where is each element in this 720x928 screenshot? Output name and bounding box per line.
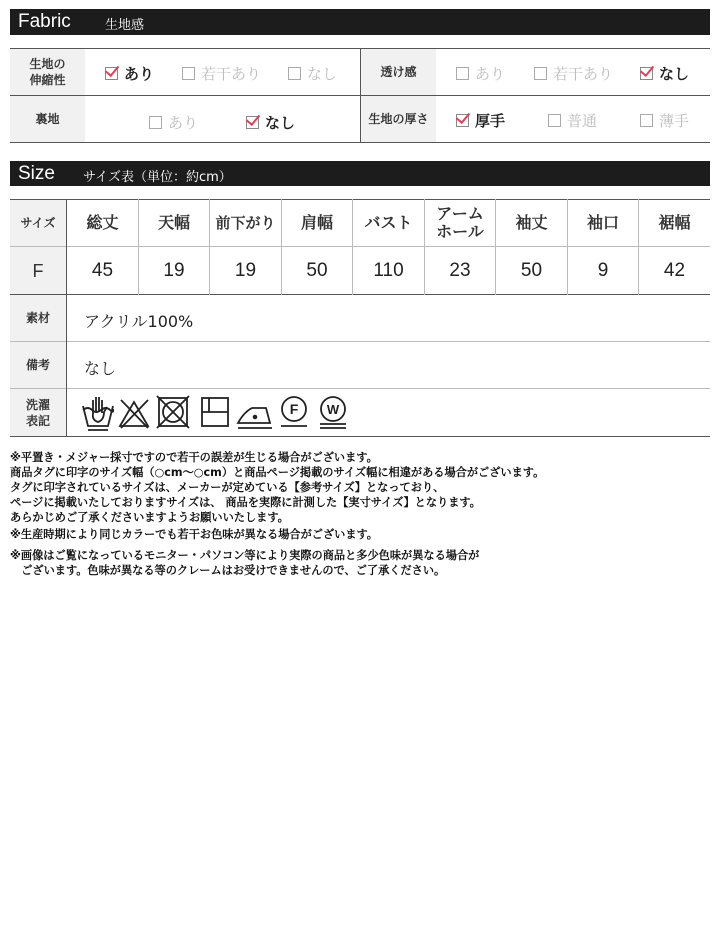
option-label: 厚手: [475, 112, 506, 130]
note-line: ございます。色味が異なる等のクレームはお受けできませんので、ご了承ください。: [10, 564, 446, 577]
note-line: ページに掲載いたしておりますサイズは、 商品を実際に計測した【実寸サイズ】となります。: [10, 496, 481, 509]
size-row-label: サイズ: [10, 200, 66, 246]
option-label: 若干あり: [201, 65, 262, 83]
care-label: 洗濯 表記: [10, 389, 66, 436]
size-value: 110: [373, 259, 404, 281]
checked-checkbox-icon: [640, 67, 653, 80]
no-tumble-dry-icon: [157, 396, 189, 428]
notes: [10, 450, 710, 578]
size-col-header: 袖丈: [515, 213, 548, 232]
thickness-option-normal[interactable]: [548, 110, 597, 131]
size-value: 19: [163, 259, 185, 281]
lining-label: 裏地: [10, 96, 85, 142]
option-label: なし: [659, 65, 690, 83]
remarks-value: なし: [84, 359, 117, 378]
size-value: 23: [449, 259, 471, 281]
remarks-label: 備考: [10, 342, 66, 388]
fabric-subtitle: 生地感: [105, 18, 145, 33]
care-icons: [80, 392, 360, 432]
size-section-header: [10, 161, 710, 186]
checkbox-icon: [534, 67, 547, 80]
note-line: ※生産時期により同じカラーでも若干お色味が異なる場合がございます。: [10, 528, 378, 541]
size-value: 19: [234, 259, 257, 281]
size-subtitle: サイズ表（単位：約cm）: [83, 170, 232, 185]
stretch-option-none[interactable]: [288, 63, 337, 84]
option-label: なし: [265, 114, 296, 132]
checkbox-icon: [288, 67, 301, 80]
checkbox-icon: [182, 67, 195, 80]
material-value: アクリル100%: [84, 312, 194, 331]
option-label: あり: [124, 65, 155, 83]
lining-option-none[interactable]: [246, 112, 295, 133]
size-value: 45: [91, 259, 114, 281]
option-label: 普通: [567, 112, 598, 130]
size-title: Size: [18, 163, 55, 184]
svg-text:F: F: [289, 401, 299, 417]
note-line: あらかじめご了承くださいますようお願いいたします。: [10, 511, 289, 524]
option-label: 若干あり: [553, 65, 614, 83]
size-value-f: F: [10, 247, 66, 294]
stretch-option-slight[interactable]: [182, 63, 261, 84]
size-col-header: 袖口: [586, 213, 619, 232]
stretch-label: 生地の 伸縮性: [10, 49, 85, 95]
detail-rule: [10, 341, 710, 342]
wet-clean-w-icon: [320, 397, 346, 428]
thickness-option-thin[interactable]: [640, 110, 689, 131]
material-label: 素材: [10, 295, 66, 341]
checkbox-icon: [548, 114, 561, 127]
iron-low-icon: [238, 408, 272, 428]
checkbox-icon: [149, 116, 162, 129]
checked-checkbox-icon: [456, 114, 469, 127]
checked-checkbox-icon: [246, 116, 259, 129]
size-value: 9: [597, 259, 609, 281]
dry-flat-icon: [202, 398, 228, 426]
size-col-header: 総丈: [86, 213, 119, 232]
detail-rule: [10, 388, 710, 389]
fabric-title: Fabric: [18, 11, 71, 32]
option-label: なし: [307, 65, 338, 83]
size-rule-bottom: [10, 294, 710, 295]
thickness-label: 生地の厚さ: [361, 96, 436, 142]
option-label: 薄手: [659, 112, 690, 130]
sheer-label: 透け感: [361, 49, 436, 95]
size-col-header: バスト: [364, 213, 413, 232]
size-col-header: 前下がり: [215, 214, 276, 232]
note-line: タグに印字されているサイズは、メーカーが定めている【参考サイズ】となっており、: [10, 481, 445, 494]
no-bleach-icon: [120, 400, 148, 428]
thickness-option-thick[interactable]: [456, 110, 505, 131]
sheer-option-yes[interactable]: [456, 63, 505, 84]
fabric-section-header: [10, 9, 710, 35]
option-label: あり: [475, 65, 506, 83]
svg-text:W: W: [326, 402, 340, 417]
note-line: ※画像はご覧になっているモニター・パソコン等により実際の商品と多少色味が異なる場合が: [10, 549, 480, 562]
size-value: 50: [520, 259, 543, 281]
note-line: 商品タグに印字のサイズ幅（○cm〜○cm）と商品ページ掲載のサイズ幅に相違がある場合がございます。: [10, 466, 545, 479]
option-label: あり: [168, 114, 199, 132]
note-line: ※平置き・メジャー採寸ですので若干の誤差が生じる場合がございます。: [10, 451, 378, 464]
detail-rule-bottom: [10, 436, 710, 437]
lining-option-yes[interactable]: [149, 112, 198, 133]
checkbox-icon: [456, 67, 469, 80]
size-value: 42: [663, 259, 686, 281]
size-col-header: アーム ホール: [436, 204, 484, 241]
hand-wash-icon: [83, 397, 113, 430]
size-col-header: 天幅: [157, 213, 190, 232]
size-col-header: 肩幅: [300, 213, 333, 232]
stretch-option-yes[interactable]: [105, 63, 154, 84]
checkbox-icon: [640, 114, 653, 127]
size-value: 50: [306, 259, 328, 281]
dry-clean-f-icon: [281, 397, 307, 426]
checked-checkbox-icon: [105, 67, 118, 80]
sheer-option-slight[interactable]: [534, 63, 613, 84]
size-col-header: 裾幅: [658, 213, 691, 232]
detail-col-divider: [66, 294, 67, 436]
sheer-option-none[interactable]: [640, 63, 689, 84]
